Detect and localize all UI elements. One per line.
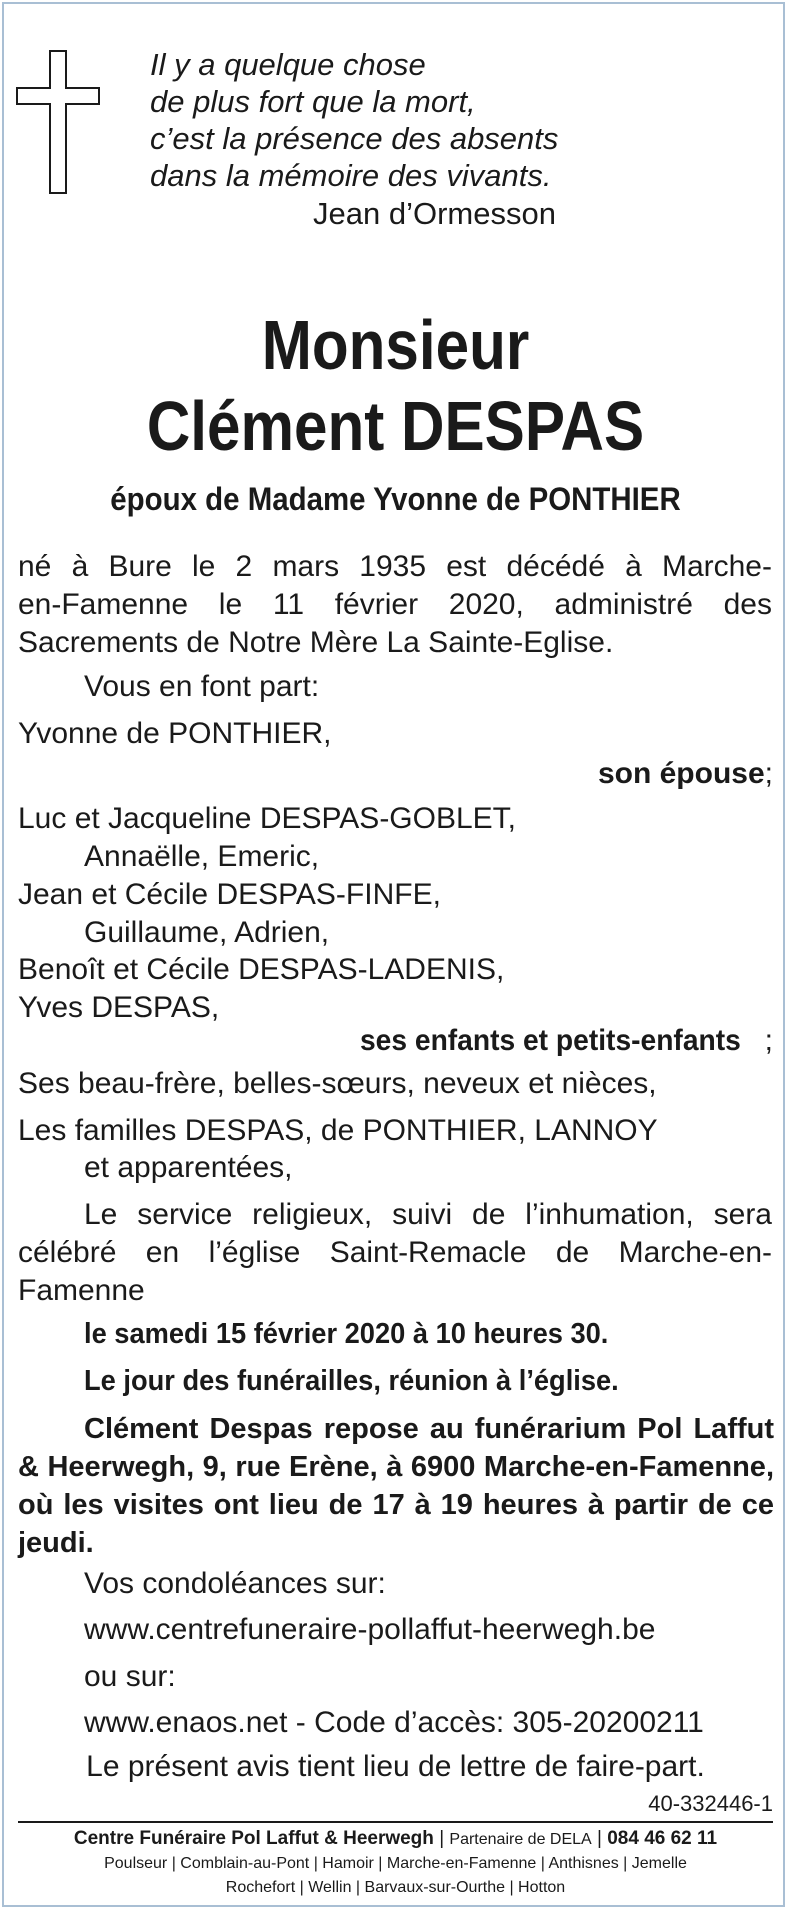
separator: | — [597, 1828, 602, 1849]
birth-paragraph — [18, 548, 772, 662]
announce-text: Vous en font part: — [84, 670, 320, 703]
child-line: Luc et Jacqueline DESPAS-GOBLET, — [18, 802, 517, 835]
birth-line: en-Famenne le 11 février 2020, administré des — [18, 588, 772, 621]
rest-line: Clément Despas repose au funérarium Pol Laffut — [84, 1413, 774, 1445]
quote-line: c’est la présence des absents — [150, 121, 559, 156]
relatives-line: Ses beau-frère, belles-sœurs, neveux et nièces, — [18, 1067, 657, 1100]
condolences-link[interactable]: www.centrefuneraire-pollaffut-heerwegh.be — [84, 1613, 656, 1646]
birth-line: né à Bure le 2 mars 1935 est décédé à Marche- — [18, 550, 772, 583]
families-line: Les familles DESPAS, de PONTHIER, LANNOY — [18, 1114, 658, 1147]
grandchildren-line: Guillaume, Adrien, — [84, 916, 330, 949]
birth-line: Sacrements de Notre Mère La Sainte-Eglise. — [18, 626, 614, 659]
deceased-title: Monsieur — [261, 306, 530, 384]
service-paragraph — [18, 1196, 772, 1310]
quote-author: Jean d’Ormesson — [313, 196, 556, 231]
quote-line: dans la mémoire des vivants. — [150, 158, 552, 193]
footer-towns: Poulseur | Comblain-au-Pont | Hamoir | Marche-en-Famenne | Anthisnes | Jemelle — [104, 1855, 687, 1872]
company-name: Centre Funéraire Pol Laffut & Heerwegh — [73, 1828, 434, 1849]
child-line: Yves DESPAS, — [18, 991, 220, 1024]
grandchildren-line: Annaëlle, Emeric, — [84, 840, 320, 873]
child-line: Jean et Cécile DESPAS-FINFE, — [18, 878, 441, 911]
service-date — [84, 1315, 642, 1353]
children-role-line — [360, 1022, 773, 1060]
deceased-name: Clément DESPAS — [146, 387, 645, 465]
footer-divider — [18, 1821, 773, 1823]
phone-number: 084 46 62 11 — [607, 1828, 718, 1849]
service-date-text: le samedi 15 février 2020 à 10 heures 30. — [84, 1318, 609, 1350]
spouse-line: époux de Madame Yvonne de PONTHIER — [110, 481, 681, 517]
notice-line: Le présent avis tient lieu de lettre de faire-part. — [86, 1750, 705, 1783]
quote — [150, 46, 558, 194]
spouse-role-line — [598, 755, 773, 793]
separator: ; — [764, 1024, 773, 1057]
condolences-label: Vos condoléances sur: — [84, 1567, 386, 1600]
rest-line: jeudi. — [18, 1527, 94, 1559]
service-line: Le service religieux, suivi de l’inhumation, sera — [84, 1198, 772, 1231]
rest-paragraph — [18, 1410, 774, 1562]
families-line: et apparentées, — [84, 1151, 293, 1184]
footer-towns: Rochefort | Wellin | Barvaux-sur-Ourthe | Hotton — [225, 1879, 566, 1896]
spouse-role: son épouse — [597, 757, 765, 790]
or-text: ou sur: — [84, 1660, 176, 1693]
partner-text: Partenaire de DELA — [449, 1831, 592, 1848]
service-line: Famenne — [18, 1274, 145, 1307]
reference-number: 40-332446-1 — [648, 1791, 773, 1816]
separator: ; — [764, 757, 773, 790]
spouse-name: Yvonne de PONTHIER, — [18, 717, 332, 750]
quote-line: Il y a quelque chose — [150, 47, 426, 82]
footer-company-line — [0, 1826, 791, 1853]
condolences-link[interactable]: www.enaos.net - Code d’accès: 305-20200211 — [84, 1706, 704, 1739]
meeting-line — [84, 1362, 653, 1400]
service-line: célébré en l’église Saint-Remacle de Marche-en- — [18, 1236, 772, 1269]
cross-icon — [16, 50, 100, 194]
quote-line: de plus fort que la mort, — [150, 84, 476, 119]
separator: | — [439, 1828, 445, 1849]
rest-line: où les visites ont lieu de 17 à 19 heures à partir de ce — [18, 1489, 774, 1521]
meeting-text: Le jour des funérailles, réunion à l’église. — [84, 1365, 619, 1397]
child-line: Benoît et Cécile DESPAS-LADENIS, — [18, 953, 505, 986]
children-role: ses enfants et petits-enfants — [359, 1024, 741, 1057]
rest-line: & Heerwegh, 9, rue Erène, à 6900 Marche-en-Famenne, — [18, 1451, 774, 1483]
